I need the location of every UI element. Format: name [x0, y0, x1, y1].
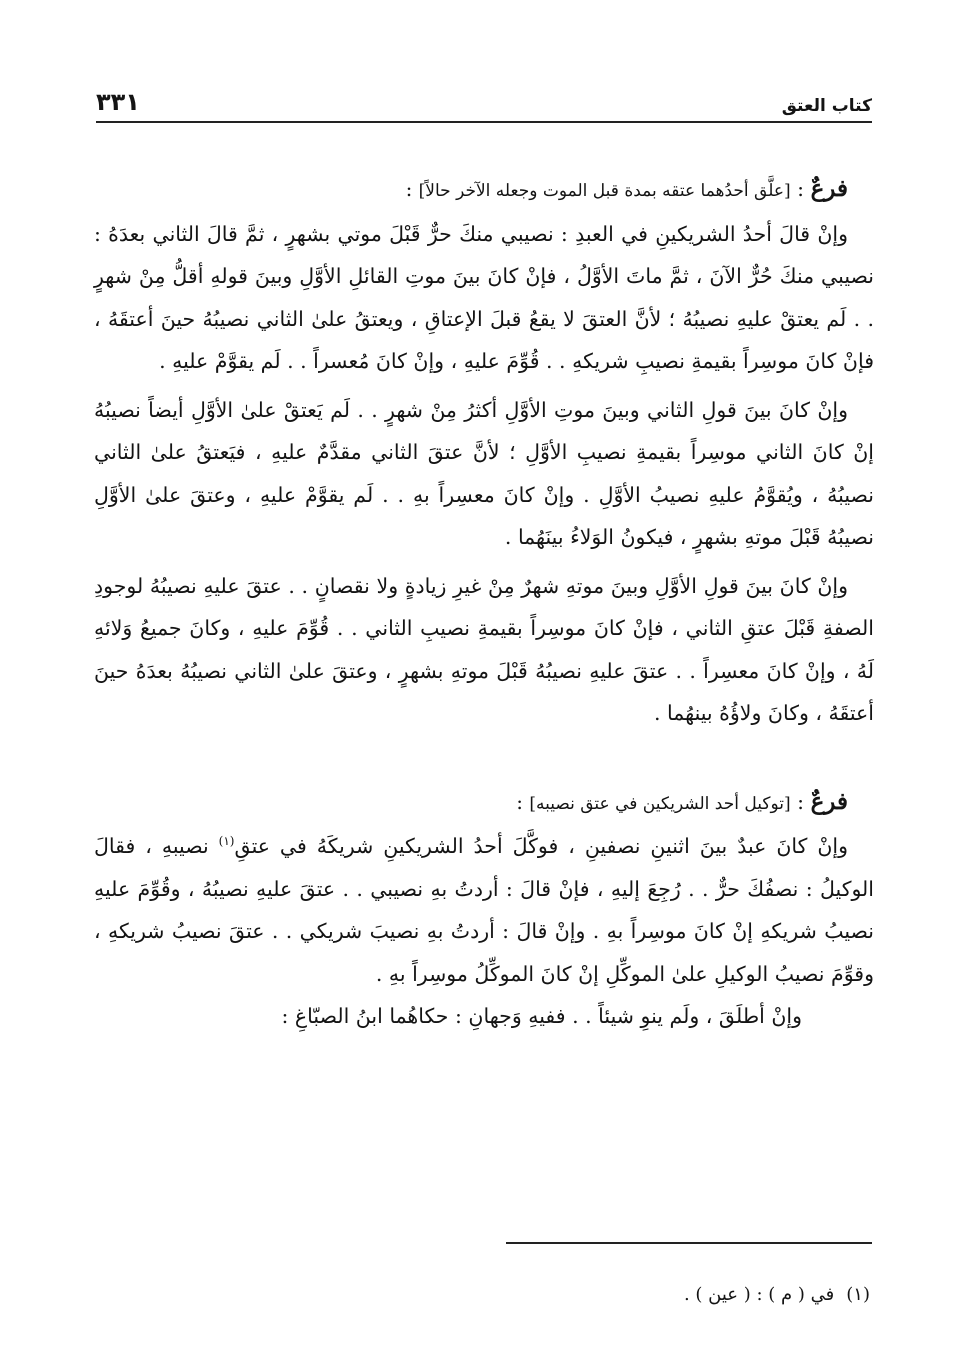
footnote-marker: (١): [846, 1284, 870, 1305]
footnote-reference[interactable]: (١): [218, 834, 235, 849]
paragraph-text: نصيبهِ ، فقالَ الوكيلُ : نصفُكَ حرٌّ . . رُجِعَ إليهِ ، فإنْ قالَ : أردتُ بهِ نصيبي . . عتقَ عليهِ نصيبُهُ ، وقُوِّمَ عليهِ نصيبُ شريكهِ إنْ كانَ موسِراً بهِ . وإنْ قالَ : أردتُ بهِ نصيبَ شريكي . . عتقَ نصيبُ شريكهِ ، وقوِّمَ نصيبُ الوكيلِ علىٰ الموكِّلِ إنْ كانَ الموكِّلُ موسِراً بهِ .: [94, 834, 874, 986]
section-title: [توكيل أحد الشريكين في عتق نصيبه]: [529, 793, 791, 814]
section-label: فرعٌ: [810, 175, 848, 202]
footnote: [684, 1282, 870, 1308]
section-title: [علَّق أحدُهما عتقه بمدة قبل الموت وجعله الآخر حالاً]: [418, 181, 791, 201]
heading-separator: :: [790, 789, 811, 814]
heading-colon: :: [516, 789, 530, 814]
heading-colon: :: [405, 177, 419, 201]
running-title: كتاب العتق: [781, 96, 872, 116]
section-label: فرعٌ: [810, 787, 848, 815]
page-header: [96, 80, 872, 116]
section-heading-1: [94, 168, 874, 213]
main-text: [94, 168, 874, 1038]
heading-separator: :: [790, 177, 811, 201]
paragraph-text: وإنْ كانَ عبدٌ بينَ اثنينِ نصفينِ ، فوكَّلَ أحدُ الشريكينِ شريكَهُ في عتقِ: [234, 834, 848, 858]
section-heading-2: [94, 781, 874, 826]
paragraph: وإنْ قالَ أحدُ الشريكينِ في العبدِ : نصيبي منكَ حرٌّ قَبْلَ موتي بشهرٍ ، ثمَّ قالَ الثاني بعدَهُ : نصيبي منكَ حُرٌّ الآنَ ، ثمَّ ماتَ الأوَّلُ ، فإنْ كانَ بينَ موتِ القائلِ الأوَّلِ وبينَ قولهِ أقلُّ مِنْ شهرٍ . . لَم يعتقْ عليهِ نصيبُهُ ؛ لأنَّ العتقَ لا يقعُ قبلَ الإعتاقِ ، ويعتقُ علىٰ الثاني نصيبُهُ حينَ أعتقَهُ ، فإنْ كانَ موسِراً بقيمةِ نصيبِ شريكهِ . . قُوِّمَ عليهِ ، وإنْ كانَ مُعسراً . . لَم يقوَّمْ عليهِ .: [94, 221, 874, 373]
page-number: ٣٣١: [96, 88, 140, 116]
footnote-text: في ( م ) : ( عين ) .: [683, 1284, 835, 1305]
footnote-rule: [506, 1242, 872, 1244]
header-rule: [96, 121, 872, 123]
paragraph: وإنْ كانَ بينَ قولِ الثاني وبينَ موتِ الأوَّلِ أكثرُ مِنْ شهرٍ . . لَم يَعتقْ علىٰ الأوَّلِ أيضاً نصيبُهُ إنْ كانَ الثاني موسِراً بقيمةِ نصيبِ الأوَّلِ ؛ لأنَّ عتقَ الثاني مقدَّمٌ عليهِ ، فيَعتقُ علىٰ الثاني نصيبُهُ ، ويُقوَّمُ عليهِ نصيبُ الأوَّلِ . وإنْ كانَ معسِراً بهِ . . لَم يقوَّمْ عليهِ ، وعتقَ علىٰ الأوَّلِ نصيبُهُ قَبْلَ موتهِ بشهرٍ ، فيكونُ الوَلاءُ بينَهُما .: [94, 397, 874, 549]
paragraph: وإنْ كانَ بينَ قولِ الأوَّلِ وبينَ موتهِ شهرٌ مِنْ غيرِ زيادةٍ ولا نقصانٍ . . عتقَ عليهِ نصيبُهُ لوجودِ الصفةِ قَبْلَ عتقِ الثاني ، فإنْ كانَ موسِراً بقيمةِ نصيبِ الثاني . . قُوِّمَ عليهِ ، وكانَ جميعُ وَلائهِ لَهُ ، وإنْ كانَ معسِراً . . عتقَ عليهِ نصيبُهُ قَبْلَ موتهِ بشهرٍ ، وعتقَ علىٰ الثاني نصيبُهُ بعدَهُ حينَ أعتقَهُ ، وكانَ ولاؤُهُ بينهُما .: [94, 573, 874, 725]
paragraph: وإنْ أطلَقَ ، ولَم ينوِ شيئاً . . ففيهِ وَجهانِ : حكاهُما ابنُ الصبّاغِ :: [281, 1004, 802, 1028]
paragraph: [94, 825, 874, 995]
